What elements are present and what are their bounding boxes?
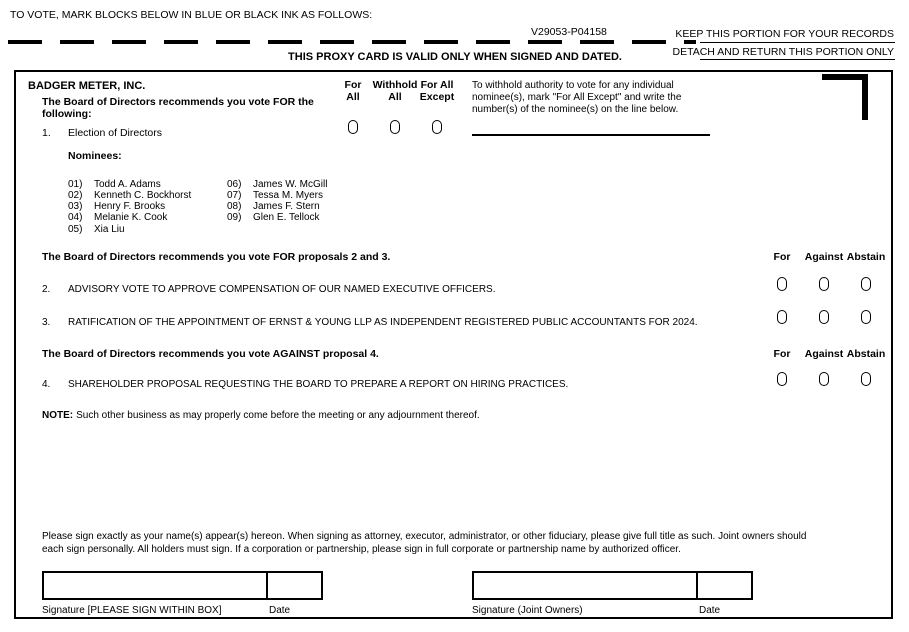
marking-instructions: TO VOTE, MARK BLOCKS BELOW IN BLUE OR BLACK INK AS FOLLOWS: <box>10 9 373 21</box>
nominee-name: Kenneth C. Bockhorst <box>94 190 192 201</box>
vote-col-for: For <box>773 251 791 263</box>
detach-notice: DETACH AND RETURN THIS PORTION ONLY <box>672 46 894 58</box>
proposal4-number: 4. <box>42 379 51 390</box>
valid-notice: THIS PROXY CARD IS VALID ONLY WHEN SIGNED AND DATED. <box>288 51 622 63</box>
proposals-against-recommendation: The Board of Directors recommends you vote AGAINST proposal 4. <box>42 348 379 360</box>
note-label: NOTE: <box>42 410 74 421</box>
nominee-name: Xia Liu <box>94 224 125 235</box>
joint-date-label: Date <box>699 605 721 616</box>
nominee-number: 09) <box>227 212 242 223</box>
detach-dashed-line <box>8 40 696 44</box>
vote-col-withhold-all <box>373 80 418 104</box>
nominee-number: 05) <box>68 224 83 235</box>
detach-underline <box>700 59 895 60</box>
vote-col-for-all <box>345 80 362 104</box>
proposal4-vote-boxes <box>761 372 887 386</box>
nominees-label: Nominees: <box>68 150 122 162</box>
proposals-against-vote-columns <box>761 348 887 360</box>
vote-col-label: Except <box>419 90 455 103</box>
nominee-number: 01) <box>68 179 83 190</box>
checkbox-p3-for[interactable] <box>777 310 787 324</box>
joint-date-box[interactable] <box>696 571 753 600</box>
primary-signature-box[interactable] <box>42 571 268 600</box>
nominee-name: Tessa M. Myers <box>253 190 324 201</box>
proposals-for-recommendation: The Board of Directors recommends you vote FOR proposals 2 and 3. <box>42 251 391 263</box>
nominee-number: 06) <box>227 179 242 190</box>
vote-col-label: For All <box>420 79 454 91</box>
checkbox-p3-abstain[interactable] <box>861 310 871 324</box>
control-number: V29053-P04158 <box>531 26 607 38</box>
nominee-name: Melanie K. Cook <box>94 212 168 223</box>
primary-signature-label: Signature [PLEASE SIGN WITHIN BOX] <box>42 605 222 616</box>
nominee-name: James F. Stern <box>253 201 320 212</box>
proposal1-number: 1. <box>42 127 51 139</box>
vote-col-label: For <box>344 79 362 91</box>
nominee-number: 08) <box>227 201 242 212</box>
vote-col-abstain: Abstain <box>846 348 886 360</box>
checkbox-p2-against[interactable] <box>819 277 829 291</box>
nominee-number: 03) <box>68 201 83 212</box>
vote-col-label: Withhold <box>372 79 418 91</box>
nominee-name: Glen E. Tellock <box>253 212 320 223</box>
vote-col-label: All <box>346 90 360 103</box>
primary-date-box[interactable] <box>266 571 323 600</box>
keep-portion-notice: KEEP THIS PORTION FOR YOUR RECORDS <box>675 28 894 40</box>
proposal1-label: Election of Directors <box>68 127 162 139</box>
proposal2-text: ADVISORY VOTE TO APPROVE COMPENSATION OF OUR NAMED EXECUTIVE OFFICERS. <box>68 284 496 295</box>
keep-portion-underline <box>700 42 895 43</box>
checkbox-for-all-except[interactable] <box>432 120 442 134</box>
signature-instructions: Please sign exactly as your name(s) appear(s) hereon. When signing as attorney, executor, administrator, or other fiduciary, please give full title as such. Joint owners should each sign personally. All holders must sign. If a corporation or partnership, please sign in full corporate or partnership name by authorized officer. <box>42 531 807 555</box>
proposal3-number: 3. <box>42 317 51 328</box>
proxy-card <box>14 70 893 619</box>
note-line <box>42 410 480 421</box>
for-all-except-writein-line[interactable] <box>472 134 710 136</box>
vote-col-abstain: Abstain <box>846 251 886 263</box>
vote-col-against: Against <box>804 348 844 360</box>
nominee-number: 04) <box>68 212 83 223</box>
nominee-row <box>16 212 876 224</box>
proposal3-vote-boxes <box>761 310 887 324</box>
nominee-row <box>16 224 876 236</box>
checkbox-p4-abstain[interactable] <box>861 372 871 386</box>
nominee-name: Todd A. Adams <box>94 179 161 190</box>
nominee-number: 07) <box>227 190 242 201</box>
proposal1-vote-boxes <box>332 120 458 134</box>
checkbox-p4-for[interactable] <box>777 372 787 386</box>
company-name: BADGER METER, INC. <box>28 80 146 92</box>
nominee-name: Henry F. Brooks <box>94 201 166 212</box>
proposal2-number: 2. <box>42 284 51 295</box>
joint-signature-label: Signature (Joint Owners) <box>472 605 583 616</box>
withhold-instructions: To withhold authority to vote for any individual nominee(s), mark "For All Except" and write the number(s) of the nominee(s) on the line below. <box>472 80 682 115</box>
primary-date-label: Date <box>269 605 291 616</box>
proposal4-text: SHAREHOLDER PROPOSAL REQUESTING THE BOARD TO PREPARE A REPORT ON HIRING PRACTICES. <box>68 379 569 390</box>
directors-recommendation: The Board of Directors recommends you vote FOR the following: <box>42 96 314 121</box>
registration-corner-mark <box>822 74 868 120</box>
vote-col-against: Against <box>804 251 844 263</box>
proposal3-text: RATIFICATION OF THE APPOINTMENT OF ERNST & YOUNG LLP AS INDEPENDENT REGISTERED PUBLIC ACCOUNTANTS FOR 2024. <box>68 317 698 328</box>
checkbox-withhold-all[interactable] <box>390 120 400 134</box>
checkbox-p3-against[interactable] <box>819 310 829 324</box>
note-text: Such other business as may properly come before the meeting or any adjournment thereof. <box>76 410 480 421</box>
vote-col-label: All <box>388 90 402 103</box>
checkbox-for-all[interactable] <box>348 120 358 134</box>
proposal2-vote-boxes <box>761 277 887 291</box>
proposals-for-vote-columns <box>761 251 887 263</box>
joint-signature-box[interactable] <box>472 571 698 600</box>
director-vote-columns <box>332 80 458 104</box>
vote-col-for-all-except <box>420 80 454 104</box>
nominee-name: James W. McGill <box>253 179 328 190</box>
checkbox-p2-abstain[interactable] <box>861 277 871 291</box>
vote-col-for: For <box>773 348 791 360</box>
nominee-number: 02) <box>68 190 83 201</box>
checkbox-p2-for[interactable] <box>777 277 787 291</box>
checkbox-p4-against[interactable] <box>819 372 829 386</box>
